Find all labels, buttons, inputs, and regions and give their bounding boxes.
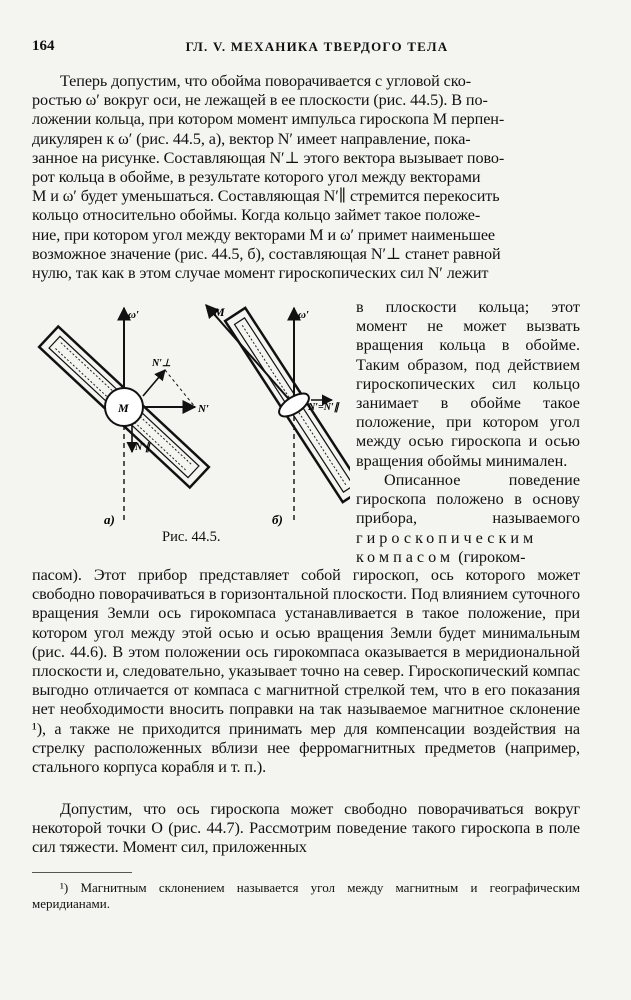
text-line: M и ω′ будет уменьшаться. Составляющая N′∥ стремится перекосить [32,187,500,206]
gyrocompass-term: гироскопическим компасом [356,528,538,566]
figure-a [39,308,209,527]
omega-label-a: ω′ [128,309,140,321]
n-perp-vector-a [143,370,165,396]
paragraph-3: пасом). Этот прибор представляет собой гироскоп, ось которого может свободно поворачиваться в горизонтальной плоскости. Под влиянием суточного вращения Земли ось гирокомпаса устанавливается в такое положение, при котором угол между этой осью и осью вращения Земли будет минимальным (рис. 44.6). В этом положении ось гирокомпаса оказывается в меридиональной плоскости и, следовательно, указывает точно на север. Гироскопический компас выгодно отличается от компаса с магнитной стрелкой тем, что в его показания нет необходимости вносить поправки на так называемое магнитное склонение ¹), а также не приходится принимать мер для компенсации воздействия на стрелку расположенных вблизи нее ферромагнитных предметов (например, стального корпуса корабля и т. п.). [32,566,580,777]
text-line: кольцо относительно обоймы. Когда кольцо займет такое положе- [32,206,481,225]
paragraph-4: Допустим, что ось гироскопа может свободно поворачиваться вокруг некоторой точки O (рис. 44.7). Рассмотрим поведение такого гироскопа в поле сил тяжести. Момент сил, приложенных [32,800,580,857]
text-line: Теперь допустим, что обойма поворачивается с угловой ско- [60,72,471,90]
M-label-b: M [214,305,225,319]
wrap-text-1: в плоскости кольца; этот момент не может вызвать вращения кольца в обойме. Таким образом, под действием гироскопических сил кольцо занимает в обойме такое положение, при котором угол между осью гироскопа и осью вращения обоймы минимален. [356,298,580,470]
page-number: 164 [32,38,55,54]
wrap-text-2 [356,471,580,567]
M-label-a: M [118,401,129,415]
wrap-text-2-start: Описанное поведение гироскопа положено в основу прибора, называемого [356,471,580,528]
N-perp-label-a: N′⊥ [152,358,171,369]
paragraph-1 [32,72,580,283]
text-line: ние, при котором угол между векторами M и ω′ примет наименьшее [32,225,495,244]
construction-line-a [165,370,195,407]
figure-label-a: а) [104,512,115,527]
text-line: дикулярен к ω′ (рис. 44.5, а), вектор N′ имеет направление, пока- [32,129,471,148]
figure-label-b: б) [272,512,283,527]
text-line: ростью ω′ вокруг оси, не лежащей в ее плоскости (рис. 44.5). В по- [32,91,488,110]
figure-44-5 [32,300,350,550]
figure-b [206,305,350,527]
text-line: нулю, так как в этом случае момент гироскопических сил N′ лежит [32,264,489,283]
page-header [32,38,602,58]
figure-caption: Рис. 44.5. [162,529,221,545]
figure-drawing [32,300,350,550]
omega-label-b: ω′ [298,309,310,321]
running-title: ГЛ. V. МЕХАНИКА ТВЕРДОГО ТЕЛА [185,39,449,54]
wrap-text-2-end: (гироком- [458,547,526,566]
footnote-divider [32,872,132,873]
N-label-a: N′ [198,403,210,415]
text-line: рот кольца в обойме, в результате которого угол между векторами [32,168,481,187]
N-equal-label-b: N′=N′∥ [308,402,339,413]
N-par-label-a: N′∥ [135,442,151,453]
footnote: ¹) Магнитным склонением называется угол между магнитным и географическим меридианами. [32,880,580,911]
text-line: ложении кольца, при котором момент импульса гироскопа M перпен- [32,110,505,129]
text-line: занное на рисунке. Составляющая N′⊥ этого вектора вызывает пово- [32,148,505,167]
text-line: возможное значение (рис. 44.5, б), составляющая N′⊥ станет равной [32,244,501,263]
